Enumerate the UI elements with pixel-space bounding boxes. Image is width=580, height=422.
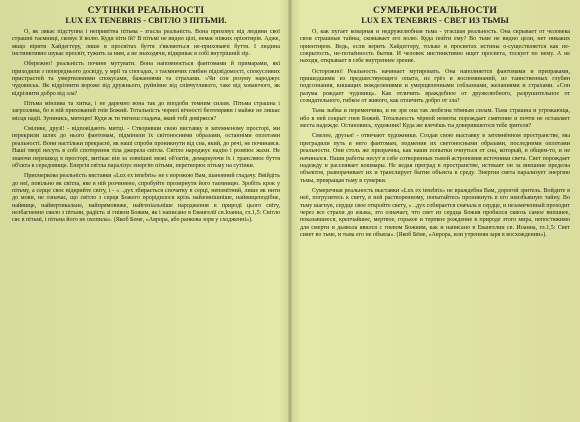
russian-paragraph-4: Смелее, друзья! - отвечают художники. Создав свою выставку в затемнённом пространстве, мы преградили путь в него фантомам, подменив их светоносными образами, последними оплотами реальности. Они столь же призрачны, как наши попытки очнуться от сна, который, в общем-то, и не начинался. Наши работы несут в себе сотворенных тьмой астрономия источники света. Свет порождает надежду и рассеивает кошмары. Не ведая преград в пространстве, истекает он за внешние пределы объектов, разворачивает их и транслирует бытие объекта в среду. Энергия света парализует энергию тьмы, превращая тьму в сумерки. xyxy=(300,133,570,184)
russian-title: СУМЕРКИ РЕАЛЬНОСТИ xyxy=(372,5,498,16)
russian-column xyxy=(300,6,570,239)
ukrainian-paragraph-5: Присмеркова реальність виставки «Lux ex tenebris» не є ворожою Вам, шановний гладачу. Ввійдіть до неї, повільно як світла, яке в ній розчинено, спробуйте прозирнути його таємницю. Зробіть крок у пітьму, а серце своє відкрийте світу, і - « ..дух збирається спочатку в серці, непомітний, лише як нити до мови, не означає, що світло з серця Божого прорідилося крізь найзовнішніше, найвищеподібне, найвище, найвертикальне, найпрямовиже, найгеніальніше народження в природі цього світу, незбагненно сяяло з пітьми, радієть зі гнівом Божим, як і написано в Евангелії св.Іоанна, гл.1,5: Світло сяє в пітьмі, і пітьма його не охопила». (Якоб Беме, «Аврора, або ранкова зоря у сходженні»). xyxy=(12,173,280,224)
page-fold xyxy=(288,0,292,422)
ukrainian-paragraph-1: О, як лякає підступна і непривітна пітьма - згасла реальність. Вона приховує від людини свої страшні таємниці, сковує її волю. Куди піти їй? В пітьмі не видно цілі, немає ніяких орієнтирів. Адже, якщо вірити Хайдеггеру, лише в просвітах буття з'являються не-приховавчі буття. І людина інстинктивно шукає просвіт, тужить за ним, а не знаходячи, відкриває в собі внутрішній зір. xyxy=(12,29,280,58)
russian-paragraph-1: О, как пугает коварная и недружелюбная тьма - угасшая реальность. Она скрывает от человека свои страшные тайны, сковывает его волю. Куда пойти ему? Во тьме не видно цели, нет никаких ориентиров. Ведь, если верить Хайдеггеру, только в просветах истины о-существляется как не-сокрытость, не-потаённость бытия. И человек инстинктивно ищет просвета, тоскует по нему. А не находя, открывает в себе внутреннее зрение. xyxy=(300,29,570,65)
ukrainian-paragraph-4: Сміливе, друзі! - відповідають митці. - Створивши свою виставку в затемненому просторі, ми перекрили шлях до нього фантомам, підмінили їх світоносними образами, останніми оплотами реальності. Вони настільки прекрасні, як наші спроби проникнути від сна, який, до речі, не починався. Наші творі несуть в собі споторення тіла джерела світла. Світло народжує надію і розвіює жахи. Не знаючи перешкод в просторі, витікає він за зовнішні межі об'єктів, демаркуючи їх і трансляює буття об'єкта в середовище. Енергія світла паралізує енергію пітьми, перетворює пітьму на сутінки. xyxy=(12,126,280,169)
ukrainian-paragraph-2: Обережно! реальність почине мутувати. Вона наповнюється фантомами й примарами, які приходили з попереднього досвіду, у мрії та спогадах, з таємничих глибин підсвідомості, спокусливих пристрастей та умертвленими спокусами, бажаннями та страхами. «Чи сон розуму народжує чудовиськ. Як відрізнити вороже від дружнього, руйнівне від співчутливого, таке від ховаючого, як відрізнити добро від зла? xyxy=(12,61,280,97)
ukrainian-paragraph-3: Пітьма мінлива та хитка, і не даремно вона так до вподоби темним силам. Пітьма страшна і загрозлива, бо в ній прихований гнів Божий. Тотальність чорної вічності безтемряви і майже не лишає місця надії. Зупинись, митецю! Куди ж ти тягнеш гладача, який тобі довіряєся? xyxy=(12,101,280,122)
russian-paragraph-3: Тьма зыбка и переменчива, и не зря она так любезна тёмным силам. Тьма страшна и угрожающа, ибо в ней сокрыт гнев Божий. Тотальность чёрной немоты порождает смятение и почти не оставляет места надежде. Остановись, художник! Куда же влечёшь ты доверившегося тебе зрителя? xyxy=(300,108,570,130)
ukrainian-title: СУТІНКИ РЕАЛЬНОСТІ xyxy=(87,5,205,16)
russian-subtitle: LUX EX TENEBRIS - СВЕТ ИЗ ТЬМЫ xyxy=(361,16,509,25)
ukrainian-subtitle: LUX EX TENEBRIS - СВІТЛО З ПІТЬМИ. xyxy=(65,16,227,25)
russian-paragraph-5: Сумеречная реальность выставки «Lux ex tenebris» не враждебна Вам, дорогой зритель. Войдите в неё, погрузитесь к свету, в ней растворенному, попытайтесь проникнуть в его неизбывную тайну. Во тьму шагнув, сердце свое откройте свету, « ..дух собирается сначала в сердце, и незамеченный проходит через все страхи до языка, это означает, что свет из сердца Божия пробился сквозь самое внешнее, показавшееся, крепчайшее, мертвое, горькое и терпкое рождение в природе этого мира, непостижимо для смерти и дьявола явился с гневом Божиим, как и написано в Евангелии св. Иоанна, гл.1,5: Свет сияет во тьме, и тьма его не объяла». (Якоб Бёме, «Аврора, или утренняя заря в восхождении»). xyxy=(300,187,570,238)
ukrainian-column xyxy=(12,6,280,225)
russian-paragraph-2: Осторожно! Реальность начинает мутировать. Она наполняется фантомами и призраками, пришедшими из предшествующего опыта, из грёз и воспоминаний, из таинственных глубин подсознания, кишащих вожделениями и умерщвленными соблазнами, желаниями и страхами. «Сон разума рождает чудовищ». Как отличить враждебное от дружелюбного, разрушительное от созидательного, гибкое от живого, как отличить добро от зла? xyxy=(300,68,570,105)
